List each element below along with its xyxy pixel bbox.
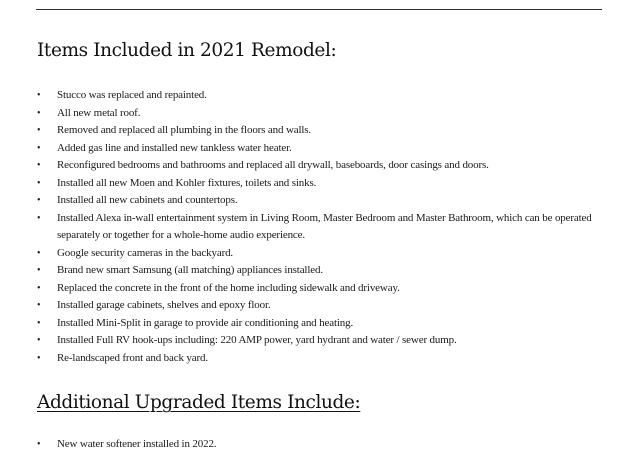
bullet-icon: • — [37, 247, 41, 259]
bullet-icon: • — [37, 439, 41, 450]
list-item: • Added gas line and installed new tankless water heater. — [36, 140, 616, 158]
remodel-items-list — [36, 87, 616, 367]
list-item: • Installed Alexa in-wall entertainment system in Living Room, Master Bedroom and Master Bathroom, which can be operated separately or together for a whole-home audio experience. — [37, 211, 592, 241]
bullet-icon: • — [37, 335, 41, 346]
bullet-icon: • — [37, 90, 41, 101]
list-item: • Replaced the concrete in the front of the home including sidewalk and driveway. — [36, 280, 616, 298]
bullet-icon: • — [37, 317, 41, 329]
list-item: • Google security cameras in the backyard. — [36, 245, 616, 263]
list-item: • Installed Full RV hook-ups including: 220 AMP power, yard hydrant and water / sewer dump. — [36, 332, 616, 350]
additional-items-list — [36, 436, 616, 454]
list-item: • Installed Mini-Split in garage to provide air conditioning and heating. — [36, 315, 616, 333]
bullet-icon: • — [37, 300, 41, 311]
bullet-icon: • — [37, 265, 41, 276]
top-divider-line — [36, 9, 602, 10]
bullet-icon: • — [37, 160, 41, 171]
list-item: • Installed all new cabinets and countertops. — [36, 192, 616, 210]
bullet-icon: • — [37, 142, 41, 154]
list-item: • All new metal roof. — [36, 105, 616, 123]
list-item: • Installed garage cabinets, shelves and epoxy floor. — [36, 297, 616, 315]
list-item: • Installed all new Moen and Kohler fixtures, toilets and sinks. — [36, 175, 616, 193]
bullet-icon: • — [37, 352, 41, 364]
bullet-icon: • — [37, 195, 41, 206]
bullet-icon: • — [37, 125, 41, 136]
list-item: • Reconfigured bedrooms and bathrooms and replaced all drywall, baseboards, door casings and doors. — [36, 157, 616, 175]
bullet-icon: • — [37, 177, 41, 189]
bullet-icon: • — [37, 282, 41, 294]
list-item: • Removed and replaced all plumbing in the floors and walls. — [36, 122, 616, 140]
list-item: • Re-landscaped front and back yard. — [36, 350, 616, 368]
list-item: • Stucco was replaced and repainted. — [36, 87, 616, 105]
list-item: • Brand new smart Samsung (all matching) appliances installed. — [36, 262, 616, 280]
remodel-section-heading: Items Included in 2021 Remodel: — [37, 40, 337, 61]
additional-items-heading: Additional Upgraded Items Include: — [37, 392, 361, 413]
bullet-icon: • — [37, 107, 41, 119]
bullet-icon: • — [37, 212, 41, 224]
list-item: • New water softener installed in 2022. — [36, 436, 616, 454]
